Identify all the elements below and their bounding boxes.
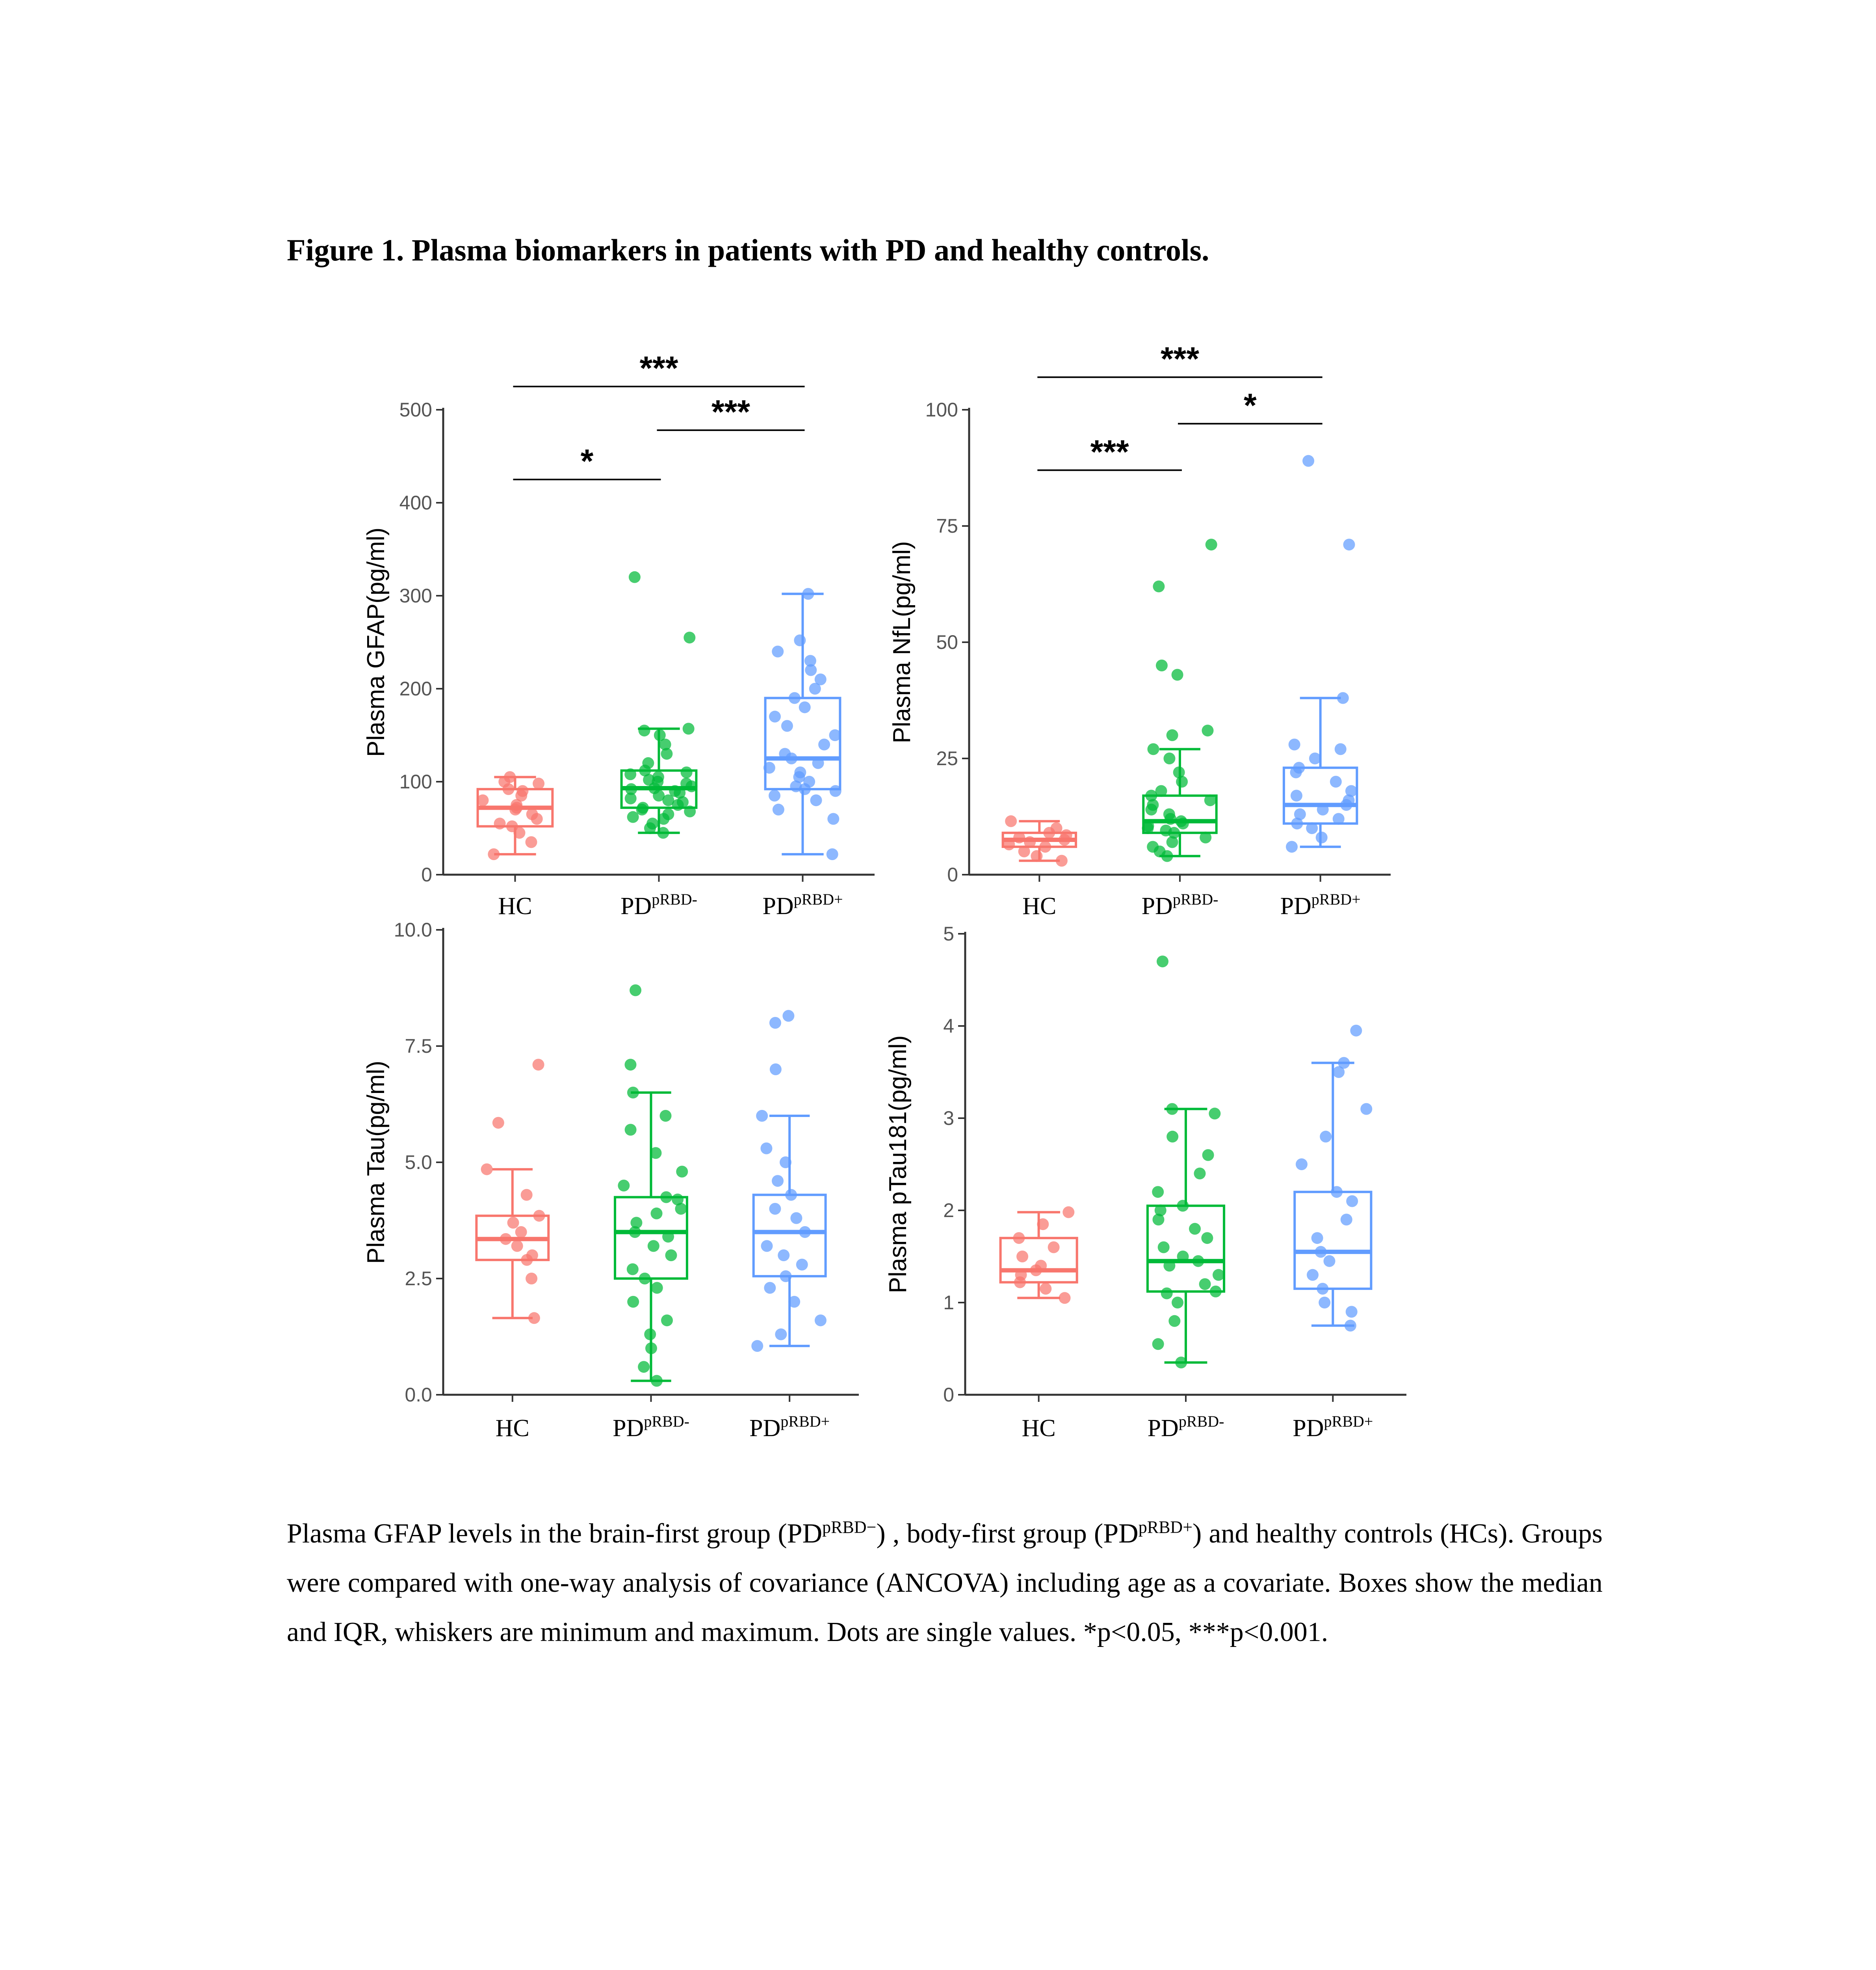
data-point: [646, 818, 658, 829]
data-point: [1148, 743, 1159, 755]
panel-tau: [347, 919, 898, 1470]
data-point: [756, 1110, 768, 1122]
y-tick-label: 500: [399, 399, 432, 421]
x-category-label: $PD^{pRBD-}$: [1141, 890, 1218, 920]
data-point: [683, 723, 695, 734]
data-point: [625, 1124, 637, 1136]
data-point: [779, 748, 791, 760]
data-point: [794, 766, 806, 778]
data-point: [1289, 739, 1300, 751]
data-point: [751, 1340, 763, 1352]
data-point: [642, 757, 654, 769]
data-point: [1160, 825, 1172, 836]
data-point: [1061, 829, 1072, 841]
x-category-label: HC: [495, 1415, 529, 1442]
y-tick-label: 10.0: [394, 919, 432, 941]
data-point: [815, 1314, 827, 1326]
data-point: [1168, 1315, 1180, 1327]
data-point: [1338, 1057, 1350, 1069]
data-point: [799, 1226, 811, 1238]
data-point: [1341, 1214, 1352, 1225]
data-point: [618, 1180, 630, 1191]
data-point: [1142, 820, 1154, 832]
y-axis-label: Plasma Tau(pg/ml): [362, 1061, 390, 1264]
data-point: [770, 1063, 782, 1075]
data-point: [810, 794, 822, 806]
data-point: [521, 1189, 533, 1201]
x-category-label: $PD^{pRBD+}$: [1280, 890, 1361, 920]
data-point: [644, 1329, 656, 1340]
data-point: [761, 1240, 773, 1252]
data-point: [1194, 1167, 1205, 1179]
data-point: [788, 1296, 800, 1308]
data-point: [1199, 1278, 1211, 1290]
data-point: [829, 729, 841, 741]
significance-label: ***: [711, 393, 750, 430]
data-point: [1343, 539, 1355, 550]
data-point: [1035, 1260, 1047, 1271]
data-point: [764, 1282, 776, 1294]
data-point: [1040, 1283, 1051, 1295]
data-point: [630, 984, 641, 996]
data-point: [651, 1208, 663, 1219]
data-point: [1323, 1255, 1335, 1267]
data-point: [1311, 1232, 1323, 1244]
data-point: [1062, 1206, 1074, 1218]
data-point: [1175, 815, 1187, 827]
y-tick-label: 5.0: [405, 1151, 432, 1173]
data-point: [1335, 743, 1347, 755]
data-point: [1320, 1131, 1332, 1143]
panel-ptau181: [879, 922, 1430, 1470]
data-point: [680, 778, 692, 790]
data-point: [1317, 804, 1329, 816]
data-point: [654, 729, 666, 741]
data-point: [627, 1263, 639, 1275]
data-point: [802, 588, 814, 600]
data-point: [1202, 725, 1214, 736]
data-point: [1147, 841, 1159, 853]
data-point: [1337, 692, 1349, 704]
data-point: [651, 1375, 663, 1387]
data-point: [672, 1193, 684, 1205]
x-category-label: $PD^{pRBD-}$: [1147, 1412, 1224, 1442]
data-point: [1306, 822, 1318, 834]
iqr-box: [1001, 1238, 1077, 1282]
data-point: [665, 1249, 677, 1261]
data-point: [1345, 785, 1357, 797]
nfl-boxplot: [879, 331, 1430, 942]
x-category-label: $PD^{pRBD-}$: [620, 890, 697, 920]
data-point: [772, 646, 784, 658]
y-tick-label: 2: [943, 1199, 954, 1221]
y-axis-label: Plasma NfL(pg/ml): [888, 541, 916, 743]
data-point: [769, 790, 780, 801]
y-tick-label: 2.5: [405, 1267, 432, 1290]
data-point: [651, 1282, 663, 1294]
data-point: [648, 1240, 659, 1252]
data-point: [1286, 841, 1298, 853]
data-point: [1345, 1320, 1356, 1332]
data-point: [1307, 1269, 1319, 1281]
data-point: [772, 1175, 784, 1187]
tau-boxplot: [347, 919, 898, 1470]
y-tick-label: 25: [936, 747, 958, 769]
x-category-label: $PD^{pRBD+}$: [749, 1412, 830, 1442]
data-point: [1201, 1232, 1213, 1244]
iqr-box: [754, 1195, 826, 1277]
y-tick-label: 100: [399, 771, 432, 793]
data-point: [1209, 1108, 1220, 1119]
data-point: [827, 848, 838, 860]
data-point: [804, 655, 816, 667]
data-point: [1048, 1241, 1060, 1253]
panel-nfl: [879, 331, 1430, 942]
panel-gfap: [347, 339, 898, 942]
data-point: [1210, 1286, 1222, 1297]
data-point: [1173, 766, 1185, 778]
data-point: [1192, 1255, 1204, 1267]
data-point: [526, 836, 537, 848]
data-point: [492, 1117, 504, 1129]
data-point: [1350, 1025, 1362, 1037]
data-point: [645, 1342, 657, 1354]
data-point: [481, 1163, 493, 1175]
y-tick-label: 5: [943, 923, 954, 945]
data-point: [1158, 1241, 1170, 1253]
data-point: [1013, 832, 1025, 844]
data-point: [625, 783, 637, 795]
data-point: [507, 1217, 519, 1228]
data-point: [1213, 1269, 1224, 1281]
data-point: [827, 813, 839, 825]
data-point: [637, 802, 649, 814]
data-point: [794, 634, 806, 646]
data-point: [1152, 1186, 1164, 1198]
data-point: [624, 1059, 636, 1070]
data-point: [660, 1110, 672, 1122]
data-point: [769, 711, 781, 723]
data-point: [1333, 813, 1345, 825]
data-point: [1015, 1269, 1027, 1281]
data-point: [1037, 1218, 1049, 1230]
data-point: [796, 1259, 808, 1271]
data-point: [1177, 1200, 1189, 1212]
data-point: [773, 804, 784, 816]
data-point: [627, 1087, 639, 1098]
data-point: [639, 1273, 651, 1284]
data-point: [477, 794, 489, 806]
figure-caption: [287, 1509, 1603, 1657]
iqr-box: [1295, 1192, 1371, 1289]
x-category-label: HC: [498, 893, 532, 920]
ptau181-boxplot: [879, 922, 1430, 1470]
data-point: [1172, 669, 1183, 681]
data-point: [676, 1166, 688, 1178]
y-tick-label: 400: [399, 492, 432, 514]
x-category-label: $PD^{pRBD+}$: [1293, 1412, 1373, 1442]
data-point: [1294, 808, 1306, 820]
data-point: [650, 1147, 661, 1159]
y-tick-label: 3: [943, 1107, 954, 1129]
data-point: [526, 1273, 537, 1284]
data-point: [1005, 815, 1017, 827]
y-tick-label: 100: [925, 399, 958, 421]
data-point: [1163, 808, 1175, 820]
significance-label: *: [580, 442, 594, 479]
data-point: [1315, 1246, 1327, 1258]
data-point: [780, 1156, 791, 1168]
data-point: [624, 768, 636, 780]
data-point: [662, 1231, 674, 1243]
data-point: [515, 1226, 527, 1238]
data-point: [1024, 836, 1036, 848]
y-axis-label: Plasma GFAP(pg/ml): [362, 527, 390, 757]
data-point: [1039, 841, 1051, 853]
data-point: [1177, 1251, 1189, 1262]
data-point: [684, 806, 696, 818]
y-tick-label: 75: [936, 515, 958, 537]
y-tick-label: 0: [421, 864, 432, 886]
data-point: [1059, 1292, 1071, 1304]
significance-label: ***: [1090, 433, 1129, 470]
data-point: [1360, 1103, 1372, 1115]
data-point: [533, 1210, 545, 1222]
data-point: [1316, 832, 1328, 844]
data-point: [781, 720, 793, 732]
data-point: [1309, 753, 1321, 764]
data-point: [526, 808, 538, 820]
caption-seg3: ) and healthy controls (HCs). Groups were compared with one-way analysis of covariance (ANCOVA) including age as a covariate. Boxes show the median and IQR, whiskers are minimum and maximum. Dots are single values. *p<0.05, ***p<0.001.: [287, 1518, 1603, 1647]
data-point: [681, 766, 693, 778]
data-point: [630, 1217, 642, 1228]
data-point: [1003, 838, 1015, 850]
significance-label: *: [1243, 387, 1257, 424]
data-point: [1166, 1131, 1178, 1143]
data-point: [1163, 753, 1175, 764]
data-point: [638, 1361, 650, 1373]
data-point: [1200, 832, 1211, 844]
data-point: [1293, 762, 1305, 774]
data-point: [1346, 1195, 1358, 1207]
data-point: [657, 827, 669, 839]
data-point: [661, 1314, 673, 1326]
data-point: [1155, 785, 1167, 797]
data-point: [769, 1017, 781, 1029]
caption-seg2: ) , body-first group (PD: [876, 1518, 1139, 1549]
data-point: [775, 1329, 787, 1340]
data-point: [627, 1296, 639, 1308]
gfap-boxplot: [347, 339, 898, 942]
data-point: [1330, 776, 1342, 788]
y-tick-label: 0: [947, 864, 958, 886]
x-category-label: $PD^{pRBD-}$: [613, 1412, 689, 1442]
data-point: [1317, 1283, 1328, 1295]
data-point: [1204, 794, 1216, 806]
y-tick-label: 1: [943, 1292, 954, 1314]
data-point: [760, 1143, 772, 1154]
data-point: [803, 776, 815, 788]
data-point: [1175, 1357, 1187, 1368]
data-point: [1153, 580, 1165, 592]
data-point: [763, 762, 775, 774]
data-point: [818, 739, 830, 751]
data-point: [782, 1010, 794, 1022]
significance-label: ***: [639, 349, 678, 387]
y-tick-label: 4: [943, 1015, 954, 1037]
data-point: [533, 778, 544, 790]
data-point: [1166, 1103, 1178, 1115]
data-point: [1172, 1297, 1183, 1308]
data-point: [1016, 1251, 1028, 1262]
data-point: [629, 571, 641, 583]
data-point: [789, 692, 801, 704]
data-point: [500, 1233, 512, 1245]
data-point: [785, 1189, 797, 1201]
data-point: [1031, 850, 1042, 862]
data-point: [1163, 1260, 1175, 1271]
data-point: [506, 820, 518, 832]
data-point: [1319, 1297, 1330, 1308]
data-point: [769, 1203, 781, 1215]
data-point: [1156, 660, 1168, 671]
x-category-label: HC: [1022, 1415, 1056, 1442]
data-point: [526, 1249, 538, 1261]
y-axis-label: Plasma pTau181(pg/ml): [884, 1035, 912, 1294]
y-tick-label: 0.0: [405, 1384, 432, 1406]
data-point: [1155, 1204, 1166, 1216]
data-point: [488, 848, 500, 860]
data-point: [1152, 1338, 1164, 1350]
data-point: [799, 701, 811, 713]
figure-title: Figure 1. Plasma biomarkers in patients with PD and healthy controls.: [287, 233, 1209, 267]
data-point: [780, 1270, 791, 1282]
y-tick-label: 7.5: [405, 1035, 432, 1057]
data-point: [494, 818, 506, 829]
data-point: [684, 632, 695, 643]
data-point: [528, 1312, 540, 1324]
data-point: [1051, 822, 1062, 834]
data-point: [662, 808, 674, 820]
caption-sup1: pRBD−: [822, 1517, 877, 1537]
data-point: [1302, 455, 1314, 467]
data-point: [511, 1240, 523, 1252]
data-point: [1189, 1223, 1201, 1235]
data-point: [790, 1212, 802, 1224]
y-tick-label: 50: [936, 631, 958, 653]
data-point: [1166, 729, 1178, 741]
caption-seg1: Plasma GFAP levels in the brain-first group (PD: [287, 1518, 823, 1549]
data-point: [1157, 955, 1168, 967]
significance-label: ***: [1160, 340, 1200, 377]
data-point: [1056, 855, 1068, 867]
data-point: [1013, 1232, 1025, 1244]
data-point: [1205, 539, 1217, 550]
data-point: [652, 771, 664, 783]
data-point: [669, 785, 681, 797]
data-point: [533, 1059, 544, 1070]
data-point: [516, 785, 528, 797]
data-point: [1291, 790, 1302, 801]
data-point: [1161, 1288, 1173, 1299]
data-point: [812, 757, 824, 769]
x-category-label: HC: [1022, 893, 1057, 920]
y-tick-label: 200: [399, 678, 432, 700]
data-point: [1331, 1186, 1343, 1198]
data-point: [830, 785, 841, 797]
x-category-label: $PD^{pRBD+}$: [762, 890, 843, 920]
caption-sup2: pRBD+: [1138, 1517, 1193, 1537]
data-point: [1296, 1158, 1308, 1170]
data-point: [639, 725, 650, 736]
data-point: [660, 1191, 672, 1203]
data-point: [815, 673, 827, 685]
data-point: [1202, 1149, 1214, 1161]
data-point: [1346, 1306, 1358, 1318]
y-tick-label: 0: [943, 1384, 954, 1406]
y-tick-label: 300: [399, 585, 432, 607]
data-point: [778, 1249, 789, 1261]
data-point: [504, 771, 516, 783]
